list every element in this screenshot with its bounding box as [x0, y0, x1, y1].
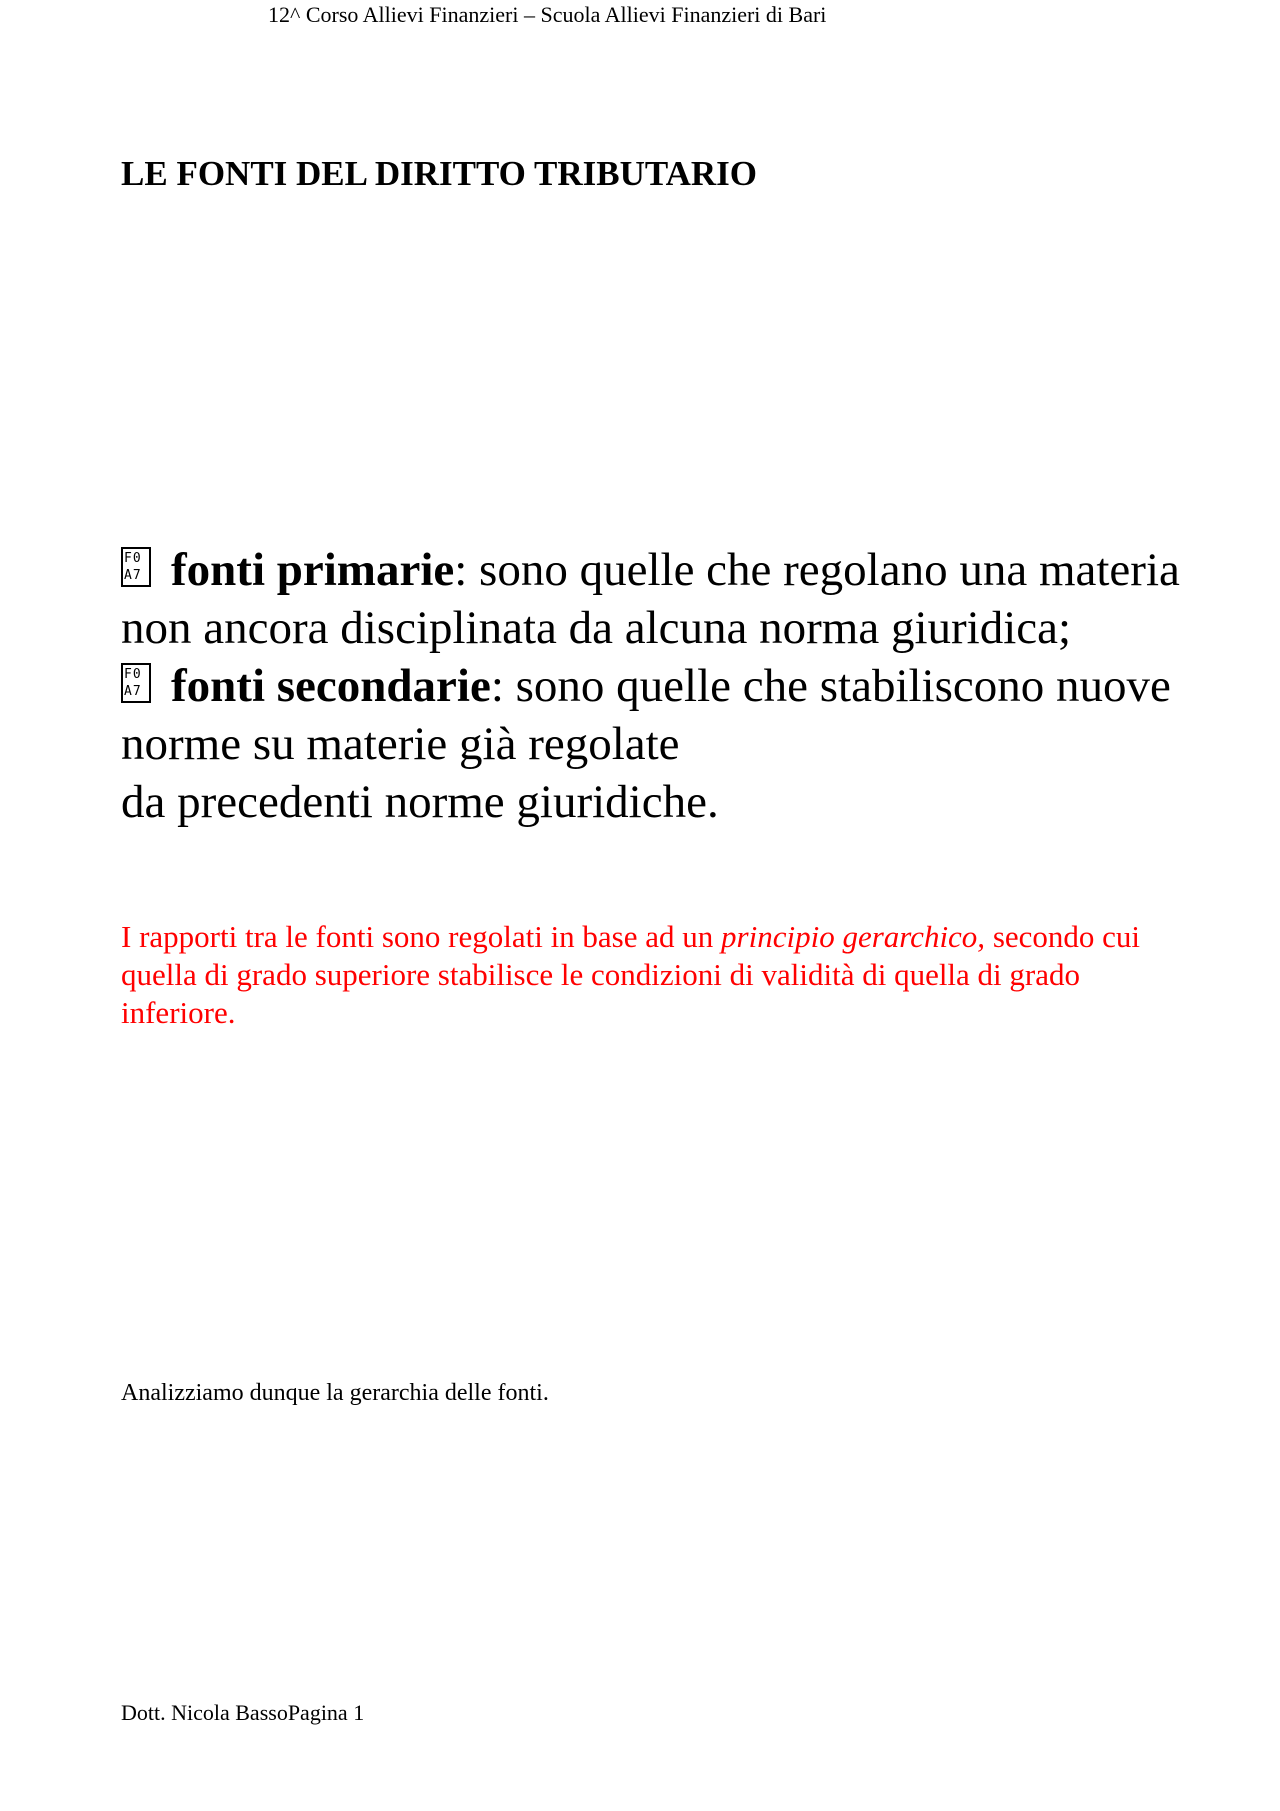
- hierarchy-note: [121, 918, 1201, 1032]
- missing-glyph-icon: F0 A7: [121, 547, 151, 587]
- page-footer: Dott. Nicola BassoPagina 1: [121, 1700, 365, 1725]
- bullet-term: fonti primarie: [171, 544, 455, 596]
- bullet-item-fonti-secondarie: [121, 657, 1201, 831]
- bullet-text-continuation: da precedenti norme giuridiche.: [121, 776, 719, 828]
- missing-glyph-icon: F0 A7: [121, 663, 151, 703]
- hierarchy-note-text-end: secondo cui quella di grado superiore stabilisce le condizioni di validità di quella di grado inferiore.: [121, 919, 1141, 1030]
- bullet-text: : sono quelle che stabiliscono nuove norme su materie già regolate: [121, 660, 1171, 770]
- bullet-text: : sono quelle che regolano una materia non ancora disciplinata da alcuna norma giuridica;: [121, 544, 1180, 654]
- hierarchy-note-emphasis: principio gerarchico,: [721, 919, 986, 954]
- hierarchy-note-text: I rapporti tra le fonti sono regolati in base ad un: [121, 919, 722, 954]
- bullet-item-fonti-primarie: [121, 541, 1201, 657]
- page-header: 12^ Corso Allievi Finanzieri – Scuola Allievi Finanzieri di Bari: [268, 2, 827, 27]
- analysis-line: Analizziamo dunque la gerarchia delle fonti.: [121, 1380, 549, 1406]
- page-title: LE FONTI DEL DIRITTO TRIBUTARIO: [121, 154, 758, 193]
- bullet-list: [121, 541, 1201, 831]
- bullet-term: fonti secondarie: [171, 660, 491, 712]
